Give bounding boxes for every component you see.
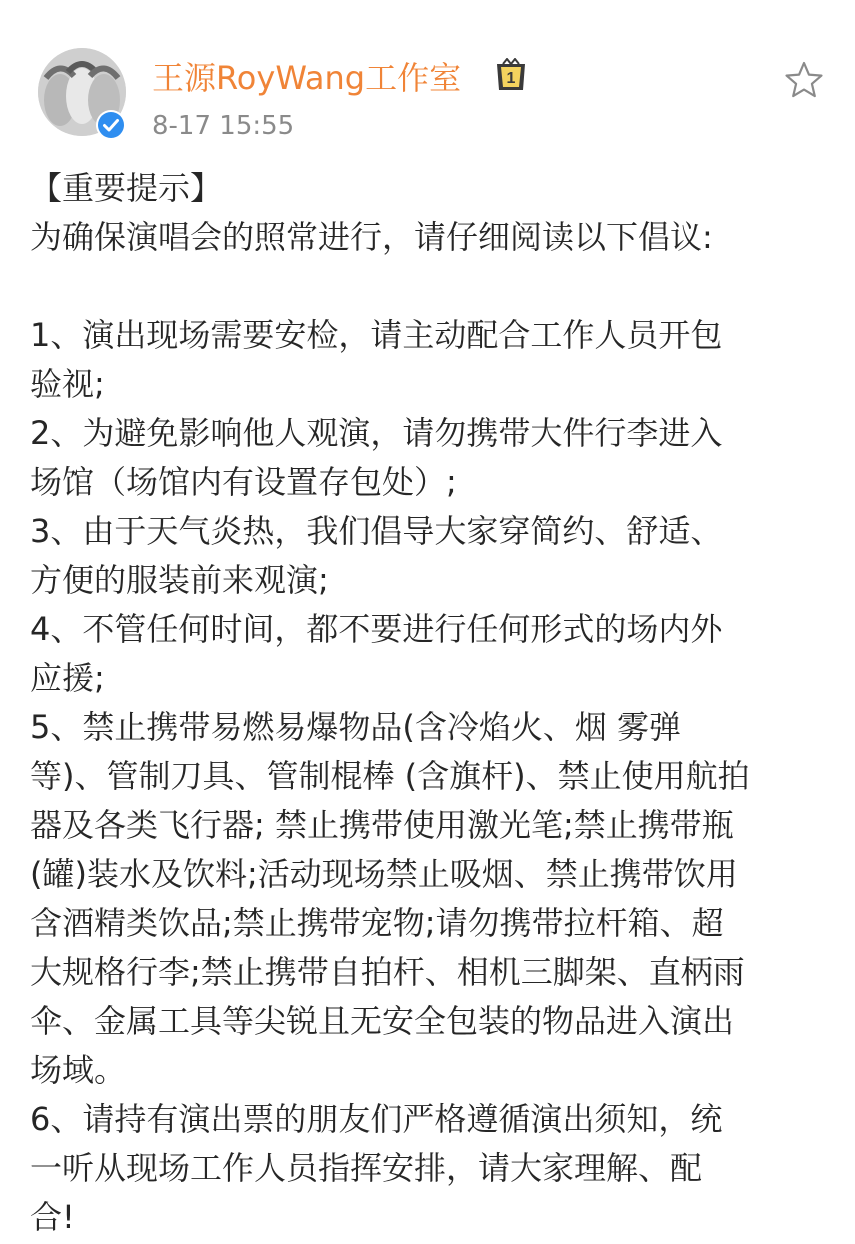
post-time: 8-17 15:55	[152, 111, 295, 141]
rule-3-line-1: 3、由于天气炎热，我们倡导大家穿简约、舒适、	[30, 512, 723, 550]
rule-5-line-7: 伞、金属工具等尖锐且无安全包装的物品进入演出	[30, 1002, 735, 1040]
rule-5-line-8: 场域。	[30, 1051, 127, 1089]
post-header	[0, 0, 855, 150]
rule-5-line-2: 等)、管制刀具、管制棍棒 (含旗杆)、禁止使用航拍	[30, 757, 750, 795]
rule-5-line-5: 含酒精类饮品;禁止携带宠物;请勿携带拉杆箱、超	[30, 904, 724, 942]
rule-5-line-6: 大规格行李;禁止携带自拍杆、相机三脚架、直柄雨	[30, 953, 745, 991]
rule-6-line-3: 合!	[30, 1198, 75, 1236]
rule-5-line-4: (罐)装水及饮料;活动现场禁止吸烟、禁止携带饮用	[30, 855, 738, 893]
svg-text:1: 1	[506, 70, 516, 87]
star-icon[interactable]	[784, 60, 824, 100]
blank-line	[30, 262, 830, 311]
vip-level-icon[interactable]	[492, 58, 530, 94]
rule-4-line-2: 应援;	[30, 659, 105, 697]
post-heading: 【重要提示】	[30, 169, 223, 207]
username[interactable]: 王源RoyWang工作室	[152, 59, 462, 97]
rule-5-line-3: 器及各类飞行器; 禁止携带使用激光笔;禁止携带瓶	[30, 806, 734, 844]
rule-6-line-1: 6、请持有演出票的朋友们严格遵循演出须知，统	[30, 1100, 723, 1138]
rule-2-line-1: 2、为避免影响他人观演，请勿携带大件行李进入	[30, 414, 723, 452]
rule-6-line-2: 一听从现场工作人员指挥安排，请大家理解、配	[30, 1149, 703, 1187]
verified-badge-icon	[96, 110, 126, 140]
rule-2-line-2: 场馆（场馆内有设置存包处）;	[30, 463, 457, 501]
post-intro: 为确保演唱会的照常进行，请仔细阅读以下倡议:	[30, 218, 713, 256]
rule-1-line-1: 1、演出现场需要安检，请主动配合工作人员开包	[30, 316, 723, 354]
rule-1-line-2: 验视;	[30, 365, 105, 403]
rule-4-line-1: 4、不管任何时间，都不要进行任何形式的场内外	[30, 610, 723, 648]
post-content	[30, 164, 830, 1242]
rule-3-line-2: 方便的服装前来观演;	[30, 561, 329, 599]
rule-5-line-1: 5、禁止携带易燃易爆物品(含冷焰火、烟 雾弹	[30, 708, 682, 746]
